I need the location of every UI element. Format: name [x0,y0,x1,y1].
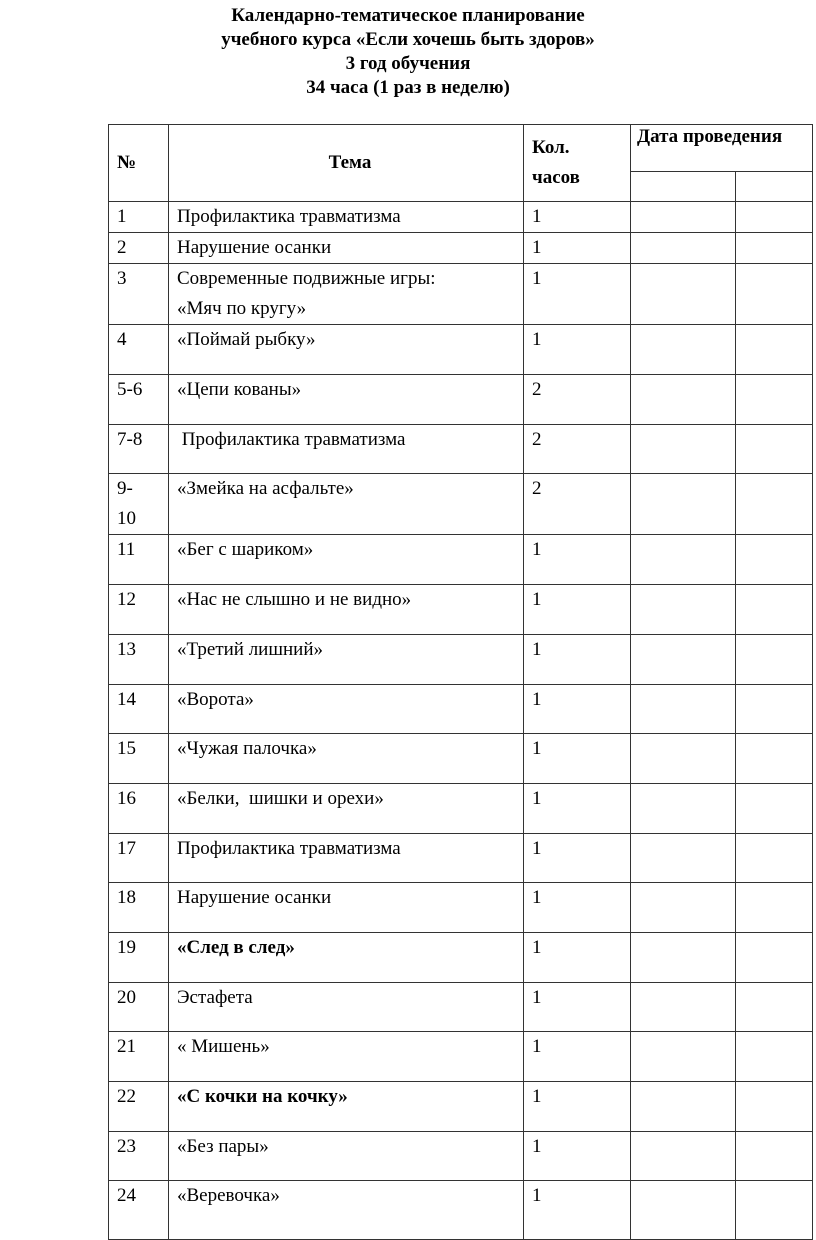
cell-date [631,425,736,474]
cell-topic [169,883,524,933]
cell-num-text: 1 [117,206,127,227]
cell-num-text: 14 [117,689,136,710]
cell-num-text: 11 [117,539,136,560]
cell-hours [524,983,631,1032]
cell-num-text: 3 [117,268,127,289]
cell-topic [169,1132,524,1181]
cell-topic [169,474,524,535]
cell-hours-text: 1 [532,639,542,660]
cell-num [109,375,169,425]
cell-num [109,425,169,474]
cell-num-text: 9- [117,478,133,499]
cell-date [631,1181,736,1240]
cell-hours-text: 1 [532,1036,542,1057]
cell-topic [169,375,524,425]
cell-hours [524,375,631,425]
cell-date [736,202,813,233]
cell-num [109,1132,169,1181]
cell-hours-text: 2 [532,429,542,450]
cell-num-text: 24 [117,1185,136,1206]
table-row [109,1181,813,1240]
cell-num [109,784,169,834]
cell-date [736,474,813,535]
cell-date [736,535,813,585]
table-row [109,425,813,474]
date-subcol [631,172,736,202]
cell-num-text: 15 [117,738,136,759]
cell-hours [524,933,631,983]
cell-num-text: 2 [117,237,127,258]
cell-topic-text: «Ворота» [177,689,254,710]
cell-hours [524,585,631,635]
cell-hours [524,1032,631,1082]
cell-topic-text: «Поймай рыбку» [177,329,316,350]
cell-hours-text: 1 [532,937,542,958]
header-topic: Тема [169,125,524,202]
table-row [109,883,813,933]
cell-hours-text: 1 [532,1185,542,1206]
cell-num-text: 16 [117,788,136,809]
table-row [109,933,813,983]
cell-num [109,585,169,635]
cell-num [109,474,169,535]
cell-date [631,585,736,635]
cell-hours-text: 1 [532,689,542,710]
cell-date [736,685,813,734]
table-row [109,635,813,685]
cell-date [631,635,736,685]
cell-date [736,933,813,983]
cell-topic-text: Профилактика травматизма [177,429,406,450]
cell-topic-text: «Нас не слышно и не видно» [177,589,412,610]
cell-hours [524,734,631,784]
cell-topic-text: «Веревочка» [177,1185,280,1206]
cell-date [631,233,736,264]
cell-hours-text: 2 [532,379,542,400]
cell-topic [169,202,524,233]
cell-date [631,834,736,883]
table-row [109,1032,813,1082]
header-hours-line: Кол. [532,137,570,158]
cell-date [736,1032,813,1082]
table-row [109,264,813,325]
cell-date [736,1132,813,1181]
title-line: 3 год обучения [345,53,471,74]
cell-num-text: 13 [117,639,136,660]
cell-topic [169,1181,524,1240]
cell-hours-text: 1 [532,329,542,350]
cell-topic-text: «Змейка на асфальте» [177,478,354,499]
cell-topic-text: «Мяч по кругу» [177,298,307,319]
table-row [109,474,813,535]
cell-topic [169,585,524,635]
cell-hours [524,1132,631,1181]
cell-hours [524,635,631,685]
cell-num [109,685,169,734]
cell-hours [524,834,631,883]
header-hours-line: часов [532,167,580,188]
cell-topic-text: «Белки, шишки и орехи» [177,788,384,809]
cell-topic [169,425,524,474]
cell-date [631,1082,736,1132]
cell-num-text: 21 [117,1036,136,1057]
cell-date [736,834,813,883]
cell-num [109,264,169,325]
cell-date [736,585,813,635]
table-row [109,202,813,233]
cell-topic-text: Нарушение осанки [177,887,332,908]
cell-date [736,1181,813,1240]
cell-hours [524,202,631,233]
cell-date [736,883,813,933]
cell-hours [524,425,631,474]
cell-topic [169,685,524,734]
cell-num [109,325,169,375]
cell-num [109,1032,169,1082]
cell-num [109,734,169,784]
cell-topic-text: Нарушение осанки [177,237,332,258]
cell-num-text: 19 [117,937,136,958]
cell-date [631,1032,736,1082]
cell-date [631,375,736,425]
cell-date [736,325,813,375]
cell-hours-text: 1 [532,788,542,809]
cell-topic [169,325,524,375]
cell-topic-text: «С кочки на кочку» [177,1086,348,1107]
document-title [0,4,816,100]
cell-hours-text: 1 [532,539,542,560]
cell-date [631,474,736,535]
cell-date [736,375,813,425]
cell-num-text: 4 [117,329,127,350]
plan-table [108,124,813,1240]
cell-topic [169,264,524,325]
cell-date [736,233,813,264]
cell-hours [524,883,631,933]
cell-num-text: 18 [117,887,136,908]
cell-date [631,784,736,834]
cell-hours-text: 2 [532,478,542,499]
cell-date [631,983,736,1032]
cell-hours [524,474,631,535]
date-subcol [736,172,813,202]
title-line: Календарно-тематическое планирование [231,5,585,26]
cell-date [631,264,736,325]
cell-date [631,883,736,933]
cell-date [631,734,736,784]
cell-num-text: 23 [117,1136,136,1157]
cell-num-text: 17 [117,838,136,859]
header-hours [524,125,631,202]
table-row [109,375,813,425]
table-row [109,1082,813,1132]
cell-num-text: 10 [117,508,136,529]
cell-hours [524,1082,631,1132]
cell-date [736,983,813,1032]
cell-num [109,233,169,264]
cell-topic [169,233,524,264]
cell-num [109,983,169,1032]
cell-hours-text: 1 [532,887,542,908]
cell-topic-text: «След в след» [177,937,295,958]
cell-topic [169,734,524,784]
cell-hours [524,784,631,834]
cell-num-text: 22 [117,1086,136,1107]
cell-hours-text: 1 [532,589,542,610]
cell-topic-text: «Цепи кованы» [177,379,302,400]
cell-topic [169,635,524,685]
cell-date [631,535,736,585]
cell-date [736,635,813,685]
cell-topic [169,983,524,1032]
header-num: № [109,125,169,202]
cell-topic [169,1082,524,1132]
table-row [109,734,813,784]
table-row [109,585,813,635]
cell-hours-text: 1 [532,838,542,859]
cell-hours [524,233,631,264]
cell-hours [524,685,631,734]
cell-hours-text: 1 [532,1136,542,1157]
cell-date [736,734,813,784]
cell-date [736,1082,813,1132]
cell-num-text: 7-8 [117,429,143,450]
cell-num-text: 12 [117,589,136,610]
table-row [109,233,813,264]
cell-date [631,933,736,983]
cell-num [109,635,169,685]
cell-hours-text: 1 [532,987,542,1008]
cell-num [109,1181,169,1240]
table-row [109,983,813,1032]
cell-topic-text: «Третий лишний» [177,639,323,660]
cell-topic-text: «Чужая палочка» [177,738,317,759]
cell-num-text: 20 [117,987,136,1008]
table-row [109,325,813,375]
cell-hours-text: 1 [532,1086,542,1107]
cell-hours-text: 1 [532,206,542,227]
header-date: Дата проведения [631,125,813,172]
cell-topic [169,535,524,585]
cell-topic-text: Профилактика травматизма [177,206,401,227]
cell-num [109,1082,169,1132]
cell-num [109,933,169,983]
cell-topic-text: Эстафета [177,987,253,1008]
cell-date [736,784,813,834]
cell-topic [169,784,524,834]
cell-num [109,834,169,883]
table-row [109,685,813,734]
cell-date [631,685,736,734]
table-row [109,784,813,834]
title-line: 34 часа (1 раз в неделю) [306,77,510,98]
table-row [109,1132,813,1181]
cell-hours-text: 1 [532,237,542,258]
title-line: учебного курса «Если хочешь быть здоров» [221,29,595,50]
cell-hours [524,535,631,585]
cell-topic [169,834,524,883]
cell-hours [524,1181,631,1240]
cell-topic [169,933,524,983]
cell-topic [169,1032,524,1082]
cell-date [736,425,813,474]
cell-hours [524,264,631,325]
cell-num [109,535,169,585]
cell-topic-text: «Бег с шариком» [177,539,314,560]
cell-topic-text: Профилактика травматизма [177,838,401,859]
cell-date [631,1132,736,1181]
cell-num-text: 5-6 [117,379,143,400]
cell-hours-text: 1 [532,268,542,289]
cell-date [631,325,736,375]
cell-date [631,202,736,233]
cell-hours [524,325,631,375]
cell-hours-text: 1 [532,738,542,759]
cell-topic-text: «Без пары» [177,1136,269,1157]
cell-num [109,202,169,233]
cell-date [736,264,813,325]
table-row [109,834,813,883]
table-row [109,535,813,585]
cell-topic-text: « Мишень» [177,1036,270,1057]
cell-topic-text: Современные подвижные игры: [177,268,436,289]
cell-num [109,883,169,933]
